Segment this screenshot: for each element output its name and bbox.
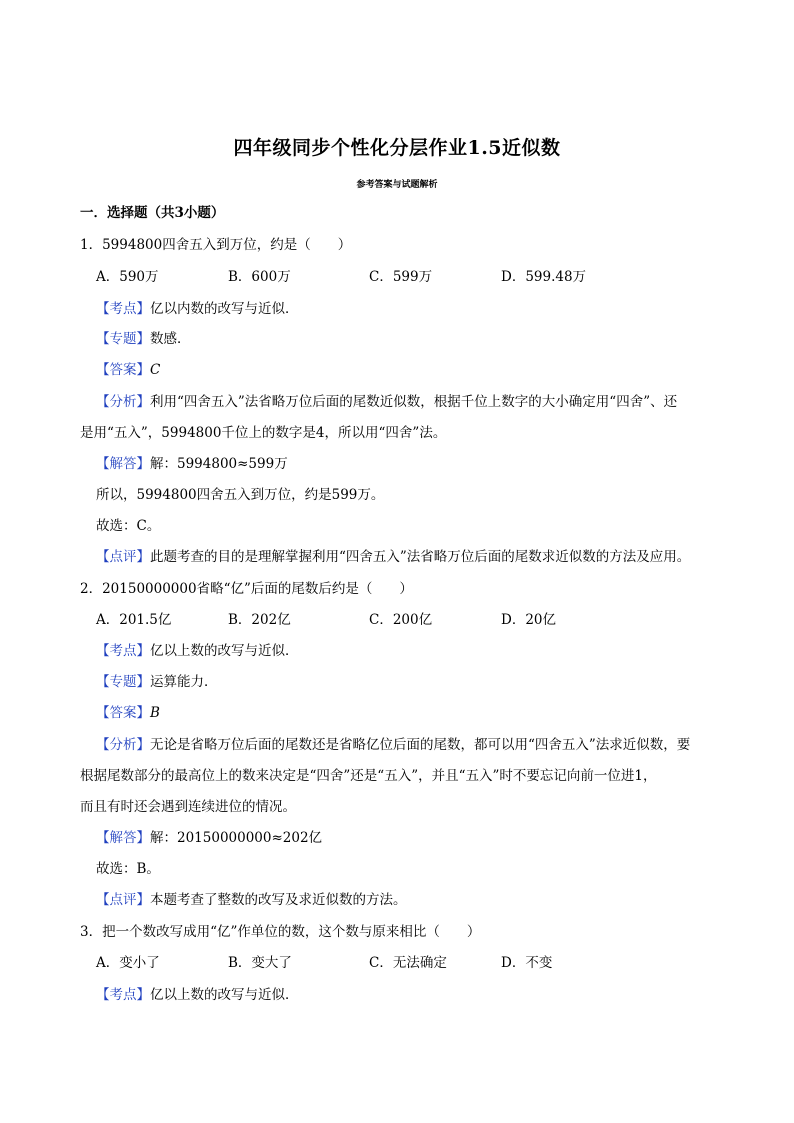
question-2-stem: 2．20150000000省略“亿”后面的尾数后约是（ ） <box>80 581 413 597</box>
q1-option-a: A．590万 <box>96 269 159 285</box>
q1-jieda <box>96 455 288 473</box>
q2-zhuanti-text: 运算能力． <box>150 674 218 690</box>
q2-kaodian <box>96 642 299 660</box>
q1-jieda-tag: 【解答】 <box>96 456 150 472</box>
q1-fenxi-line-1: 利用“四舍五入”法省略万位后面的尾数近似数，根据千位上数字的大小确定用“四舍”、还 <box>150 394 678 410</box>
q2-dianping-tag: 【点评】 <box>96 892 150 908</box>
q2-jieda-line-2: 故选：B。 <box>96 861 160 877</box>
q1-jieda-line-3: 故选：C。 <box>96 518 161 534</box>
q3-option-d: D．不变 <box>501 955 553 971</box>
question-3-stem: 3．把一个数改写成用“亿”作单位的数，这个数与原来相比（ ） <box>80 924 481 940</box>
q1-zhuanti-text: 数感． <box>150 331 191 347</box>
page-subtitle: 参考答案与试题解析 <box>356 180 438 190</box>
q1-kaodian-text: 亿以内数的改写与近似． <box>150 301 299 317</box>
q2-fenxi-line-2: 根据尾数部分的最高位上的数来决定是“四舍”还是“五入”，并且“五入”时不要忘记向前一位进1， <box>80 768 657 784</box>
q1-option-c: C．599万 <box>369 269 433 285</box>
q2-kaodian-tag: 【考点】 <box>96 643 150 659</box>
q1-kaodian <box>96 300 299 318</box>
q1-zhuanti <box>96 330 191 348</box>
q3-option-c: C．无法确定 <box>369 955 447 971</box>
q2-option-a: A．201.5亿 <box>96 612 172 628</box>
q2-dianping <box>96 891 407 909</box>
page-title: 四年级同步个性化分层作业1.5近似数 <box>233 137 561 159</box>
q1-zhuanti-tag: 【专题】 <box>96 331 150 347</box>
q1-dianping-tag: 【点评】 <box>96 549 150 565</box>
q3-option-b: B．变大了 <box>228 955 292 971</box>
q2-fenxi-tag: 【分析】 <box>96 737 150 753</box>
q2-zhuanti <box>96 673 218 691</box>
q2-dianping-text: 本题考查了整数的改写及求近似数的方法。 <box>150 892 407 908</box>
q2-kaodian-text: 亿以上数的改写与近似． <box>150 643 299 659</box>
q2-zhuanti-tag: 【专题】 <box>96 674 150 690</box>
q3-kaodian-tag: 【考点】 <box>96 987 150 1003</box>
q1-daan-tag: 【答案】 <box>96 362 150 378</box>
q2-fenxi-line-3: 而且有时还会遇到连续进位的情况。 <box>80 799 296 815</box>
q1-dianping-text: 此题考查的目的是理解掌握利用“四舍五入”法省略万位后面的尾数求近似数的方法及应用。 <box>150 549 691 565</box>
q2-option-c: C．200亿 <box>369 612 433 628</box>
q1-daan-text: C <box>150 362 161 378</box>
q3-option-a: A．变小了 <box>96 955 160 971</box>
q1-option-d: D．599.48万 <box>501 269 587 285</box>
question-1-stem: 1．5994800四舍五入到万位，约是（ ） <box>80 237 352 253</box>
q2-jieda <box>96 829 322 847</box>
q1-jieda-line-1: 解：5994800≈599万 <box>150 456 288 472</box>
q1-dianping <box>96 548 690 566</box>
q1-option-b: B．600万 <box>228 269 291 285</box>
q3-kaodian <box>96 986 299 1004</box>
q2-daan-tag: 【答案】 <box>96 705 150 721</box>
q3-kaodian-text: 亿以上数的改写与近似． <box>150 987 299 1003</box>
q2-daan <box>96 704 160 722</box>
q1-jieda-line-2: 所以，5994800四舍五入到万位，约是599万。 <box>96 487 385 503</box>
q2-fenxi-line-1: 无论是省略万位后面的尾数还是省略亿位后面的尾数，都可以用“四舍五入”法求近似数，要 <box>150 737 691 753</box>
q2-option-d: D．20亿 <box>501 612 557 628</box>
q1-fenxi-tag: 【分析】 <box>96 394 150 410</box>
q2-jieda-line-1: 解：20150000000≈202亿 <box>150 830 323 846</box>
q2-jieda-tag: 【解答】 <box>96 830 150 846</box>
q1-fenxi-line-2: 是用“五入”，5994800千位上的数字是4，所以用“四舍”法。 <box>80 425 447 441</box>
q1-kaodian-tag: 【考点】 <box>96 301 150 317</box>
q2-daan-text: B <box>150 705 160 721</box>
q1-fenxi <box>96 393 677 411</box>
section-heading: 一．选择题（共3小题） <box>80 205 225 221</box>
q2-option-b: B．202亿 <box>228 612 291 628</box>
q2-fenxi <box>96 736 690 754</box>
q1-daan <box>96 361 160 379</box>
